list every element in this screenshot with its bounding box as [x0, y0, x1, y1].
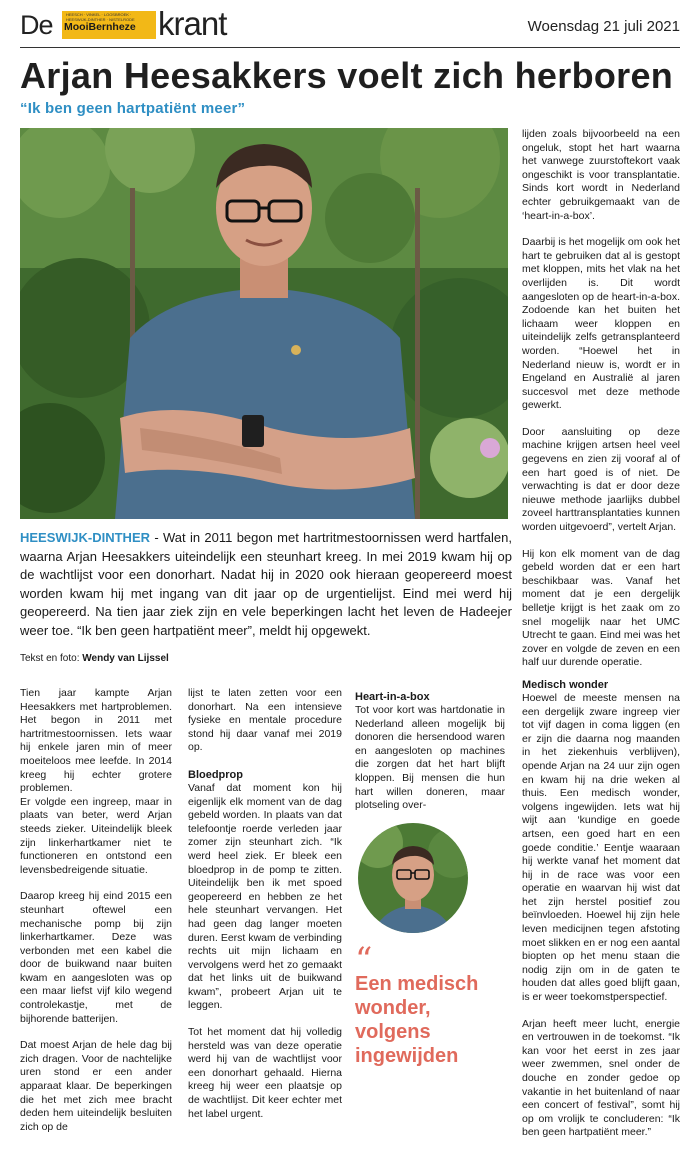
column-1	[20, 687, 172, 1147]
paragraph: Er volgde een ingreep, maar in plaats van beter, werd Arjan steeds zieker. Uiteindelijk bleek zijn linkerhartkamer niet te functioneren en ontstond een levensbedreigende situatie.	[20, 795, 172, 876]
pull-quote: Een medisch wonder, volgens ingewijden	[355, 973, 479, 1067]
logo-name: MooiBernheze	[64, 21, 136, 33]
credit-label: Tekst en foto:	[20, 653, 83, 664]
logo-villages: HEESCH · VINKEL · LOOSBROEK · HEESWIJK-DINTHER · NISTELRODE	[66, 12, 135, 22]
article-intro	[20, 529, 512, 640]
article-headline: Arjan Heesakkers voelt zich herboren	[20, 55, 674, 96]
issue-date: Woensdag 21 juli 2021	[527, 18, 680, 35]
dateline: HEESWIJK-DINTHER	[20, 530, 151, 545]
paragraph: Tien jaar kampte Arjan Heesakkers met hartproblemen. Het begon in 2011 met hartritmestoornissen. Iets waar hij enkele jaren min of meer moeiteloos mee leefde. In 2014 kreeg hij echter grotere problemen.	[20, 687, 172, 795]
paragraph: Dat moest Arjan de hele dag bij zich dragen. Voor de nachtelijke uren stond er een ander apparaat klaar. De beperkingen die het met zich mee bracht deden hem uiteindelijk besluiten zich op de	[20, 1039, 172, 1133]
quote-mark-icon: “	[355, 940, 373, 980]
column-2	[188, 687, 342, 1134]
logo-de: De	[20, 10, 53, 40]
paragraph: Daarbij is het mogelijk om ook het hart te gebruiken dat al is gestopt met kloppen, mits het vlak na het overlijden is. Dit wordt aangesloten op de heart-in-a-box. Zodoende kan het buiten het lichaam weer kloppen en uiteindelijk zelfs getransplanteerd worden. “Hoewel het in Nederland nieuw is, wordt er in Engeland en Australië al jaren succesvol met deze methode gewerkt.	[522, 236, 680, 412]
credit-name: Wendy van Lijssel	[82, 653, 169, 664]
logo-krant: krant	[158, 5, 227, 42]
paragraph: Arjan heeft meer lucht, energie en vertrouwen in de toekomst. “Ik kan voor het eerst in zes jaar weer zwemmen, snel onder de douche en zonder gedoe op vakantie in het buitenland of naar een concert of festival”, somt hij op om vrolijk te concluderen: “Ik ben geen hartpatiënt meer.”	[522, 1017, 680, 1139]
subheading-heart-in-a-box: Heart-in-a-box	[355, 691, 430, 703]
photo-credit	[20, 653, 169, 664]
main-photo	[20, 128, 508, 519]
paragraph: lijst te laten zetten voor een donorhart. Na een intensieve fysieke en mentale procedure stond hij daar vanaf mei 2019 op.	[188, 687, 342, 754]
subheading-medisch-wonder: Medisch wonder	[522, 678, 609, 691]
man-portrait-photo	[20, 128, 508, 519]
masthead-divider	[20, 47, 680, 48]
column-4	[522, 128, 680, 1153]
intro-text: - Wat in 2011 begon met hartritmestoornissen werd hartfalen, waarna Arjan Heesakkers uiteindelijk een steunhart kreeg. In mei 2019 kwam hij op de wachtlijst voor een donorhart. Nadat hij in 2020 ook hieraan geopereerd moest worden kwam hij met ingang van dit jaar op de urgentielijst. Eind mei werd hij geopereerd. Na tien jaar ziek zijn en vele beperkingen lacht het leven de Hadeejer weer toe. “Ik ben geen hartpatiënt meer”, meldt hij opgewekt.	[20, 530, 512, 638]
paragraph: Hoewel de meeste mensen na een dergelijk zware ingreep vier tot vijf dagen in coma liggen (en er zijn die daarna nog maanden in het ziekenhuis verblijven), opende Arjan na 24 uur zijn ogen en kwam hij na drie weken al thuis. Een medisch wonder, volgens ingewijden. Iets wat hij wijt aan ‘kundige en goede artsen, een goed hart en een goede conditie.’ Eentje waaraan hij werkte vanaf het moment dat hij in de race was voor een operatie en waarvan hij wist dat het zijn herstel positief zou beïnvloeden. Hoewel hij zijn hele leven medicijnen tegen afstoting moet slikken en er nog een aantal biopten op het menu staan die nodig zijn om in de gaten te houden dat alles goed blijft gaan, is er weer toekomstperspectief.	[522, 691, 680, 1004]
paragraph: lijden zoals bijvoorbeeld na een ongeluk, stopt het hart waarna het vanwege zuurstoftekort vaak ongeschikt is voor transplantatie. Sinds kort wordt in Nederland echter gebruikgemaakt van de ‘heart-in-a-box’.	[522, 128, 680, 222]
paragraph: Tot voor kort was hartdonatie in Nederland alleen mogelijk bij donoren die hersendood waren en aangesloten op machines die zorgen dat het hart blijft kloppen. Bij mensen die hun hart willen doneren, maar plotseling over-	[355, 704, 505, 812]
portrait-photo	[358, 823, 468, 933]
paragraph: Tot het moment dat hij volledig hersteld was van deze operatie werd hij van de wachtlijst voor een donorhart gehaald. Hierna kreeg hij weer een plaatsje op de wachtlijst. Dit keer echter met het label urgent.	[188, 1026, 342, 1120]
column-3	[355, 690, 505, 826]
man-headshot	[358, 823, 468, 933]
paragraph: Hij kon elk moment van de dag gebeld worden dat er een hart beschikbaar was. Vanaf het moment dat je een dergelijk belletje krijgt is het zaak om zo snel mogelijk naar het UMC Utrecht te gaan. Eind mei was het zover en volgde de zeven en een half uur durende operatie.	[522, 547, 680, 669]
paragraph: Door aansluiting op deze machine krijgen artsen heel veel gegevens en zien zij vooraf al of een hart goed is of niet. De verwachting is dat er door deze nieuwe methode jaarlijks dubbel zoveel harttransplantaties kunnen worden uitgevoerd”, vertelt Arjan.	[522, 425, 680, 534]
paragraph: Vanaf dat moment kon hij eigenlijk elk moment van de dag gebeld worden. In plaats van dat telefoontje roerde verleden jaar zomer zijn steunhart zich. “Ik werd heel ziek. Er bleek een bloedprop in de pomp te zitten. Uiteindelijk ben ik met spoed geopereerd en hebben ze het hele steunhart vervangen. Het had geen dag langer moeten duren. Eerst kwam de verbinding rechts uit mijn lichaam en vervolgens werd het zo gemaakt dat het links uit de buikwand kwam”, probeert Arjan uit te leggen.	[188, 781, 342, 1012]
paragraph: Daarop kreeg hij eind 2015 een steunhart oftewel een mechanische pomp bij zijn linkerhartkamer. Deze was verbonden met een kabel die door de buikwand naar buiten kwam en aangesloten was op een maar liefst vijf kilo wegend controlekastje, met de bijhorende batterijen.	[20, 890, 172, 1025]
article-subhead: “Ik ben geen hartpatiënt meer”	[20, 100, 246, 117]
subheading-bloedprop: Bloedprop	[188, 768, 243, 781]
